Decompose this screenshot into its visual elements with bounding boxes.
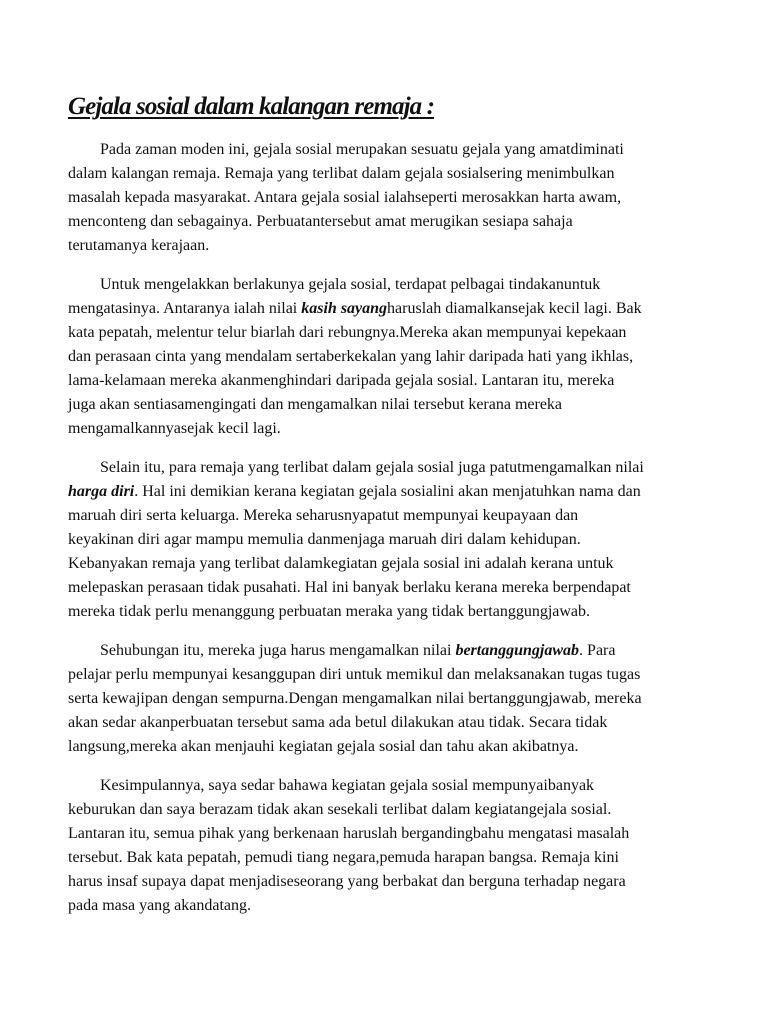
text-run: masalah kepada masyarakat. Antara gejala sosial ialahseperti merosakkan harta awam, — [68, 189, 622, 206]
text-line — [68, 186, 708, 210]
text-line — [68, 798, 708, 822]
text-line — [68, 528, 708, 552]
text-run: lama-kelamaan mereka akanmenghindari daripada gejala sosial. Lantaran itu, mereka — [68, 372, 615, 389]
text-run: juga akan sentiasamengingati dan mengamalkan nilai tersebut kerana mereka — [68, 396, 563, 413]
text-run: keyakinan diri agar mampu memulia danmenjaga maruah diri dalam kehidupan. — [68, 531, 581, 548]
paragraph — [68, 138, 708, 258]
text-line — [68, 774, 708, 798]
text-run: melepaskan perasaan tidak pusahati. Hal ini banyak berlaku kerana mereka berpendapat — [68, 579, 631, 596]
text-line — [68, 552, 708, 576]
keyword-emphasis: harga diri — [68, 483, 135, 500]
text-run: menconteng dan sebagainya. Perbuatantersebut amat merugikan sesiapa sahaja — [68, 213, 573, 230]
text-run: Selain itu, para remaja yang terlibat dalam gejala sosial juga patutmengamalkan nilai — [100, 459, 644, 476]
text-line — [68, 687, 708, 711]
text-run: mengamalkannyasejak kecil lagi. — [68, 420, 281, 437]
text-line — [68, 456, 708, 480]
text-line — [68, 321, 708, 345]
text-line — [68, 711, 708, 735]
text-line — [68, 138, 708, 162]
text-run: Sehubungan itu, mereka juga harus mengamalkan nilai — [100, 642, 456, 659]
text-run: keburukan dan saya berazam tidak akan sesekali terlibat dalam kegiatangejala sosial. — [68, 801, 612, 818]
text-line — [68, 297, 708, 321]
keyword-emphasis: bertanggungjawab — [455, 642, 580, 659]
text-run: langsung,mereka akan menjauhi kegiatan gejala sosial dan tahu akan akibatnya. — [68, 738, 579, 755]
text-line — [68, 210, 708, 234]
text-run: tersebut. Bak kata pepatah, pemudi tiang negara,pemuda harapan bangsa. Remaja kini — [68, 849, 619, 866]
document-body — [68, 138, 708, 933]
text-run: dalam kalangan remaja. Remaja yang terlibat dalam gejala sosialsering menimbulkan — [68, 165, 615, 182]
text-line — [68, 273, 708, 297]
text-line — [68, 162, 708, 186]
text-run: serta kewajipan dengan sempurna.Dengan mengamalkan nilai bertanggungjawab, mereka — [68, 690, 642, 707]
paragraph — [68, 456, 708, 624]
paragraph — [68, 639, 708, 759]
text-line — [68, 735, 708, 759]
text-line — [68, 894, 708, 918]
text-run: Untuk mengelakkan berlakunya gejala sosial, terdapat pelbagai tindakanuntuk — [100, 276, 601, 293]
text-run: . Hal ini demikian kerana kegiatan gejala sosialini akan menjatuhkan nama dan — [134, 483, 641, 500]
text-line — [68, 663, 708, 687]
text-run: Kesimpulannya, saya sedar bahawa kegiatan gejala sosial mempunyaibanyak — [100, 777, 595, 794]
text-line — [68, 369, 708, 393]
text-run: mengatasinya. Antaranya ialah nilai — [68, 300, 302, 317]
text-line — [68, 846, 708, 870]
text-run: akan sedar akanperbuatan tersebut sama ada betul dilakukan atau tidak. Secara tidak — [68, 714, 608, 731]
paragraph — [68, 273, 708, 441]
paragraph — [68, 774, 708, 918]
text-run: maruah diri serta keluarga. Mereka seharusnyapatut mempunyai keupayaan dan — [68, 507, 579, 524]
document-title: Gejala sosial dalam kalangan remaja : — [68, 93, 435, 120]
text-run: pada masa yang akandatang. — [68, 897, 252, 914]
text-line — [68, 639, 708, 663]
text-line — [68, 504, 708, 528]
text-line — [68, 822, 708, 846]
text-run: kata pepatah, melentur telur biarlah dari rebungnya.Mereka akan mempunyai kepekaan — [68, 324, 627, 341]
text-line — [68, 234, 708, 258]
text-line — [68, 600, 708, 624]
text-line — [68, 576, 708, 600]
text-line — [68, 345, 708, 369]
keyword-emphasis: kasih sayang — [301, 300, 388, 317]
text-run: pelajar perlu mempunyai kesanggupan diri untuk memikul dan melaksanakan tugas tugas — [68, 666, 641, 683]
text-run: . Para — [579, 642, 616, 659]
text-line — [68, 870, 708, 894]
text-line — [68, 480, 708, 504]
text-run: haruslah diamalkansejak kecil lagi. Bak — [387, 300, 642, 317]
text-run: terutamanya kerajaan. — [68, 237, 210, 254]
text-run: harus insaf supaya dapat menjadiseseorang yang berbakat dan berguna terhadap negara — [68, 873, 626, 890]
text-run: dan perasaan cinta yang mendalam sertaberkekalan yang lahir daripada hati yang ikhlas, — [68, 348, 634, 365]
text-run: Pada zaman moden ini, gejala sosial merupakan sesuatu gejala yang amatdiminati — [100, 141, 624, 158]
text-line — [68, 393, 708, 417]
text-line — [68, 417, 708, 441]
text-run: Lantaran itu, semua pihak yang berkenaan haruslah bergandingbahu mengatasi masalah — [68, 825, 630, 842]
text-run: mereka tidak perlu menanggung perbuatan meraka yang tidak bertanggungjawab. — [68, 603, 591, 620]
text-run: Kebanyakan remaja yang terlibat dalamkegiatan gejala sosial ini adalah kerana untuk — [68, 555, 614, 572]
